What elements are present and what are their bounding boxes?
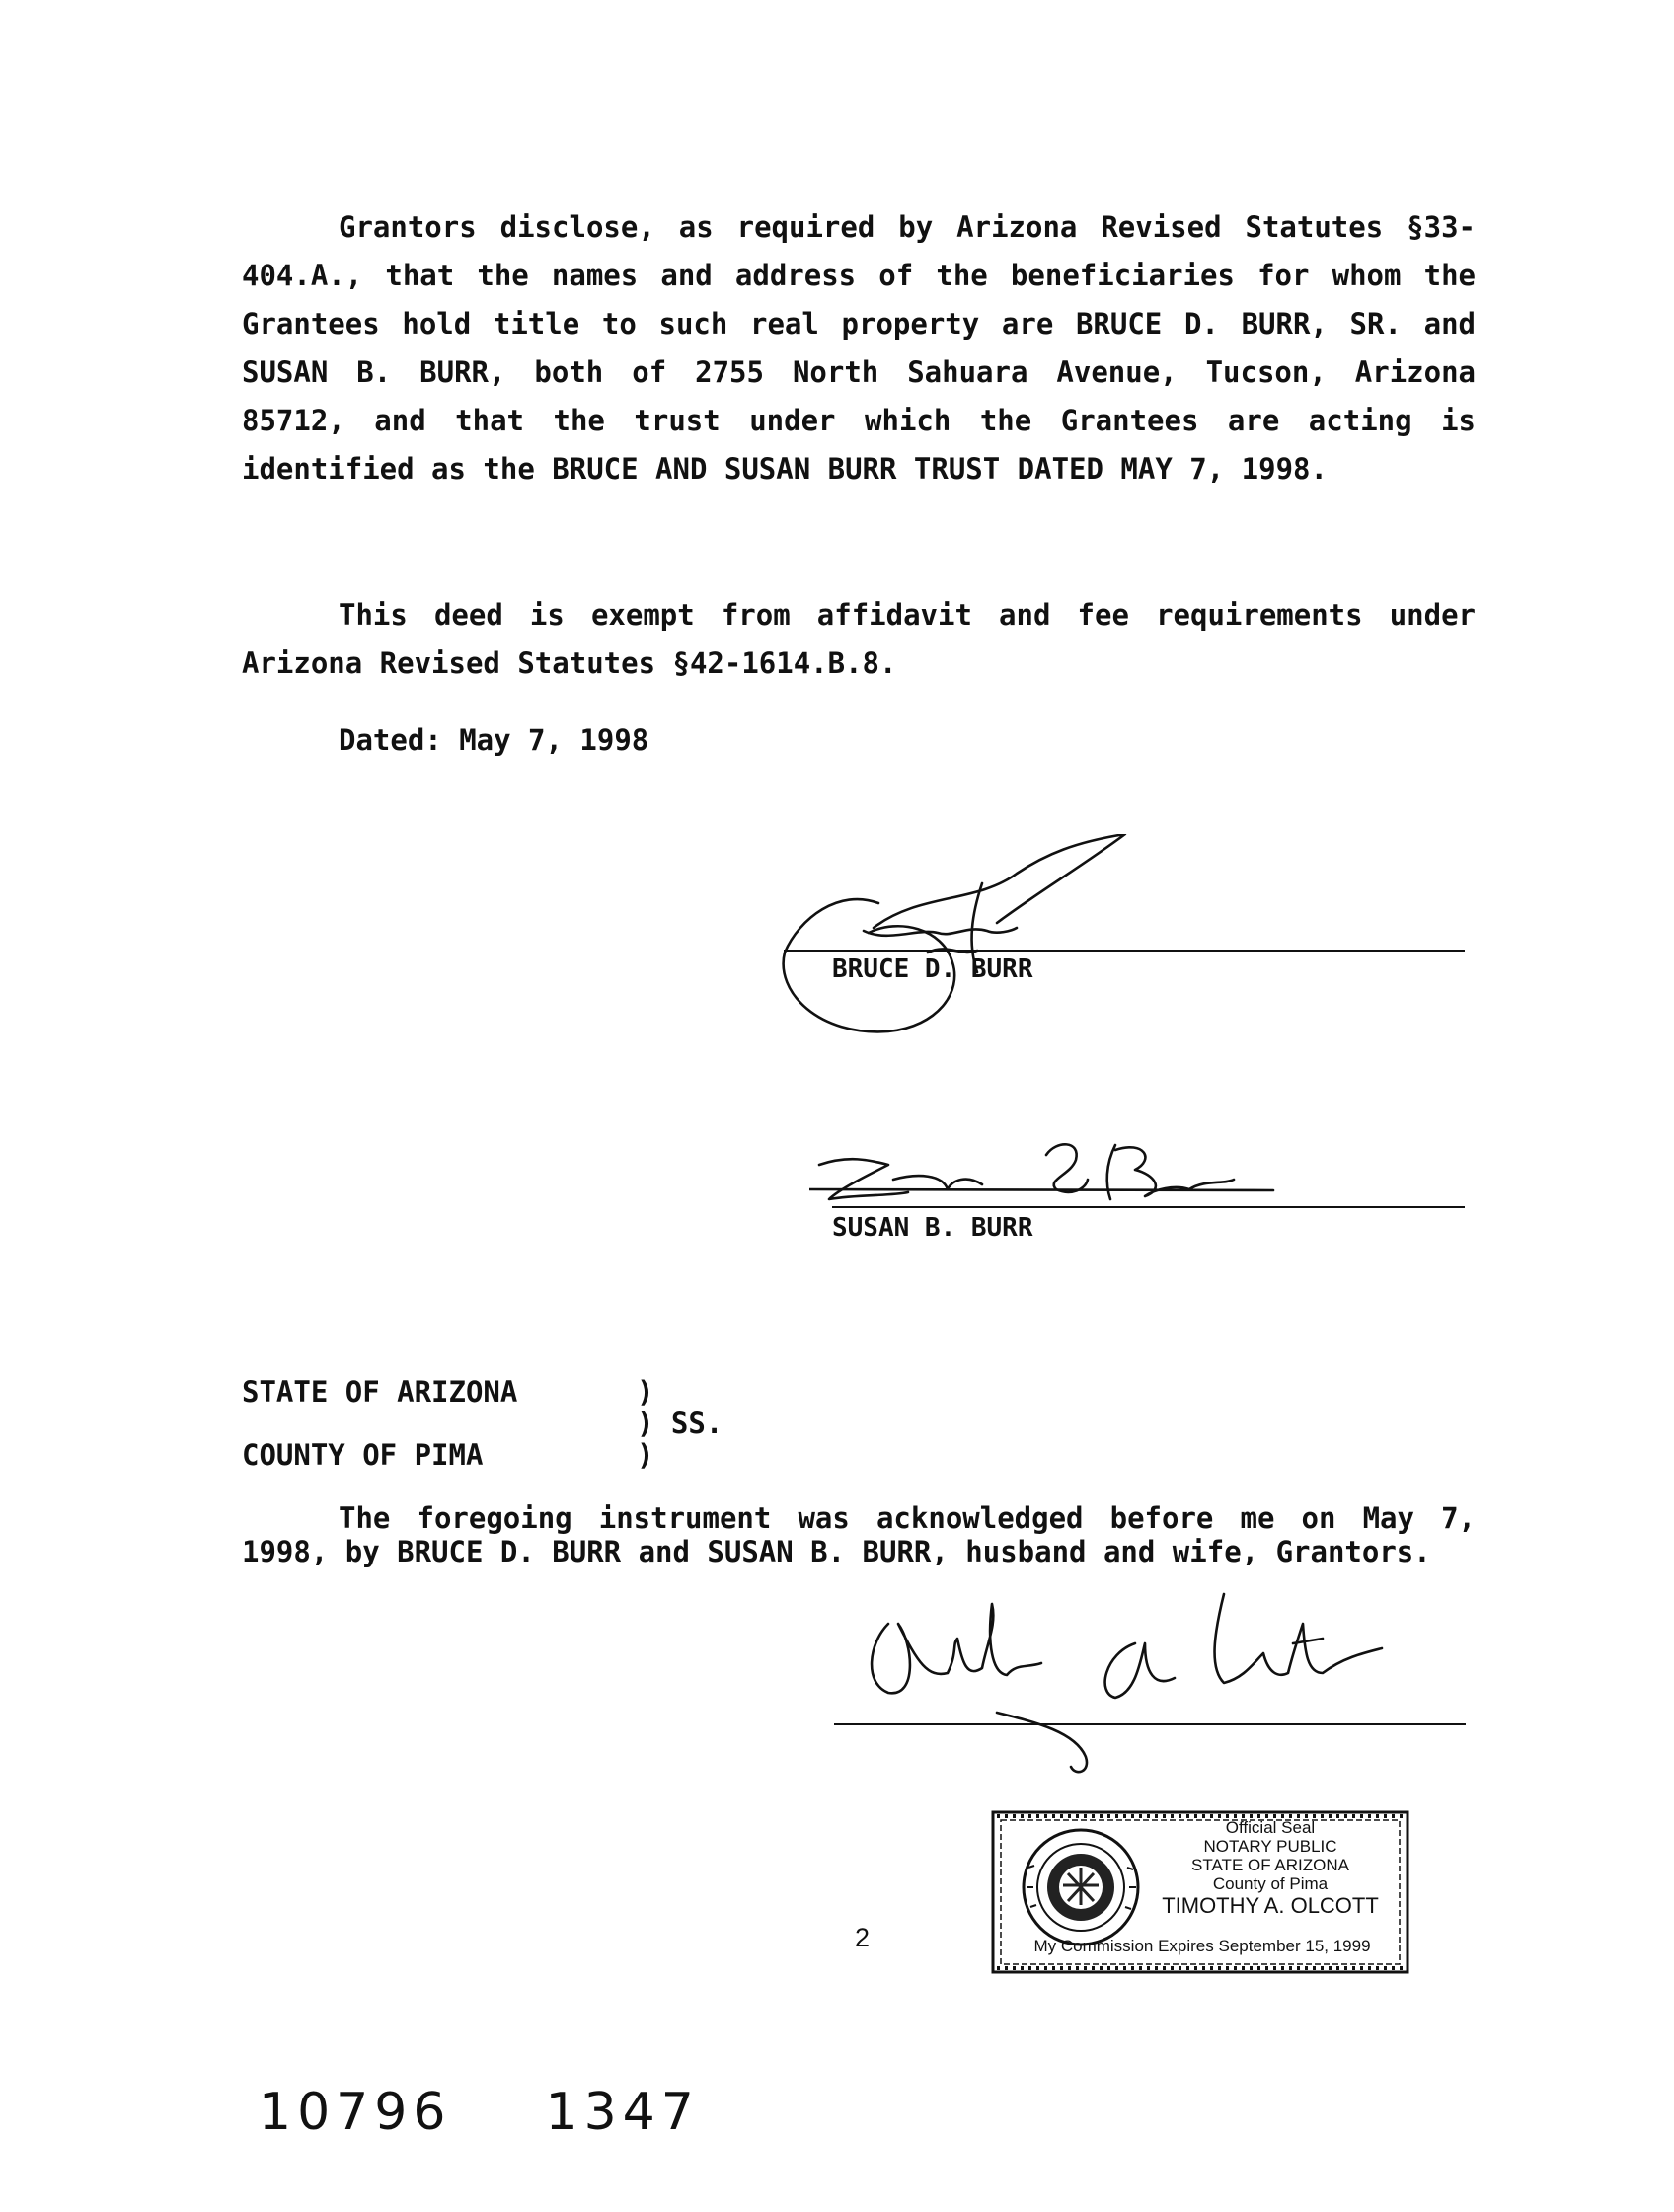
- exempt-text: This deed is exempt from affidavit and fee requirements under Arizona Revised Statutes §42-1614.B.8.: [242, 598, 1476, 680]
- recording-number: [259, 2083, 700, 2142]
- signer-name-2: SUSAN B. BURR: [832, 1213, 1033, 1243]
- notary-signature: [859, 1584, 1392, 1782]
- venue-state: STATE OF ARIZONA: [242, 1375, 518, 1409]
- signature-scribble-2: [809, 1135, 1283, 1214]
- docket-page: 1347: [545, 2083, 700, 2142]
- dated-line: Dated: May 7, 1998: [339, 724, 649, 757]
- page-number: 2: [855, 1923, 871, 1952]
- seal-county: County of Pima: [1212, 1874, 1329, 1893]
- notary-seal-stamp: [989, 1808, 1411, 1976]
- seal-notary: NOTARY PUBLIC: [1203, 1837, 1337, 1856]
- venue-county: COUNTY OF PIMA: [242, 1438, 484, 1472]
- seal-official: Official Seal: [1225, 1818, 1316, 1837]
- venue-paren-top: ): [637, 1375, 654, 1409]
- signer-name-1: BRUCE D. BURR: [832, 954, 1033, 984]
- acknowledgment-paragraph: [242, 1501, 1476, 1568]
- venue-paren-bottom: ): [637, 1438, 654, 1472]
- notary-signature-line: [834, 1723, 1466, 1725]
- venue-ss: ) SS.: [637, 1407, 723, 1440]
- seal-notary-name: TIMOTHY A. OLCOTT: [1162, 1893, 1379, 1918]
- docket-number: 10796: [259, 2083, 452, 2142]
- signature-line-2: [832, 1206, 1465, 1208]
- signature-scribble-1: [780, 834, 1155, 1041]
- disclosure-paragraph: [242, 203, 1476, 494]
- acknowledgment-text: The foregoing instrument was acknowledged before me on May 7, 1998, by BRUCE D. BURR and SUSAN B. BURR, husband and wife, Grantors.: [242, 1501, 1476, 1568]
- disclosure-text: Grantors disclose, as required by Arizona Revised Statutes §33-404.A., that the names and address of the beneficiaries for whom the Grantees hold title to such real property are BRUCE D. BURR, SR. and SUSAN B. BURR, both of 2755 North Sahuara Avenue, Tucson, Arizona 85712, and that the trust under which the Grantees are acting is identified as the BRUCE AND SUSAN BURR TRUST DATED MAY 7, 1998.: [242, 210, 1476, 486]
- seal-commission: My Commission Expires September 15, 1999: [1033, 1937, 1371, 1955]
- signature-line-1: [784, 950, 1465, 952]
- seal-state: STATE OF ARIZONA: [1191, 1856, 1349, 1874]
- seal-text-block: [1142, 1818, 1399, 1919]
- exempt-paragraph: [242, 591, 1476, 688]
